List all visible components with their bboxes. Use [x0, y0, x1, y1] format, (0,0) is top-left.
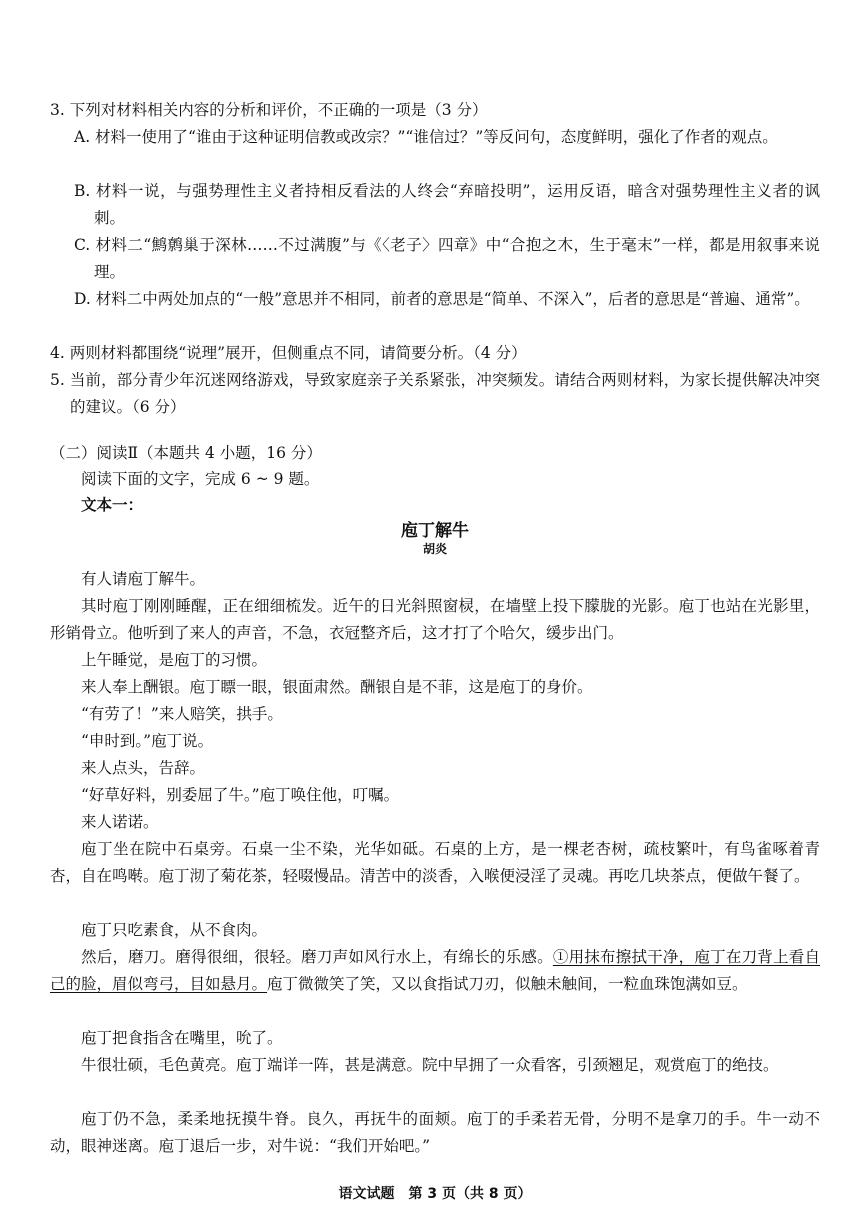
paragraph: “有劳了！”来人赔笑，拱手。: [81, 705, 283, 723]
question-3-option-a: A. 材料一使用了“谁由于这种证明信教或改宗？”“谁信过？”等反问句，态度鲜明，强化了作者的观点。: [74, 128, 778, 146]
question-3-option-d: D. 材料二中两处加点的“一般”意思并不相同，前者的意思是“简单、不深入”，后者的意思是“普遍、通常”。: [74, 290, 810, 308]
paragraph: 来人奉上酬银。庖丁瞟一眼，银面肃然。酬银自是不菲，这是庖丁的身价。: [81, 678, 593, 696]
question-3-option-c: C. 材料二“鹪鹩巢于深林……不过满腹”与《〈老子〉四章》中“合抱之木，生于毫末”一样，都是用叙事来说理。: [74, 236, 820, 281]
paragraph: “好草好料，别委屈了牛。”庖丁唤住他，叮嘱。: [81, 786, 400, 804]
paragraph: 庖丁仍不急，柔柔地抚摸牛脊。良久，再抚牛的面颊。庖丁的手柔若无骨，分明不是拿刀的手。牛一动不动，眼神迷离。庖丁退后一步，对牛说：“我们开始吧。”: [50, 1110, 820, 1155]
paragraph: 上午睡觉，是庖丁的习惯。: [81, 651, 268, 669]
paragraph-text: 然后，磨刀。磨得很细，很轻。磨刀声如风行水上，有绵长的乐感。: [81, 948, 553, 966]
question-4: 4. 两则材料都围绕“说理”展开，但侧重点不同，请简要分析。（4 分）: [50, 344, 527, 362]
story-author: 胡炎: [422, 542, 447, 556]
section-heading: （二）阅读Ⅱ（本题共 4 小题，16 分）: [50, 444, 322, 462]
paragraph: 庖丁把食指含在嘴里，吮了。: [81, 1029, 283, 1047]
paragraph: 庖丁坐在院中石桌旁。石桌一尘不染，光华如砥。石桌的上方，是一棵老杏树，疏枝繁叶，有鸟雀啄着青杏，自在鸣啭。庖丁沏了菊花茶，轻啜慢品。清苦中的淡香，入喉便浸淫了灵魂。再吃几块茶点，便做午餐了。: [50, 840, 820, 885]
page-footer: 语文试题 第 3 页（共 8 页）: [338, 1186, 532, 1202]
paragraph: [50, 944, 820, 998]
section-instruction: 阅读下面的文字，完成 6 ~ 9 题。: [81, 470, 320, 488]
paragraph: 有人请庖丁解牛。: [81, 570, 206, 588]
story-title: 庖丁解牛: [401, 521, 469, 541]
paragraph: 其时庖丁刚刚睡醒，正在细细梳发。近午的日光斜照窗棂，在墙壁上投下朦胧的光影。庖丁也站在光影里，形销骨立。他听到了来人的声音，不急，衣冠整齐后，这才打了个哈欠，缓步出门。: [50, 597, 820, 642]
paragraph: 庖丁只吃素食，从不食肉。: [81, 921, 268, 939]
paragraph: 来人诺诺。: [81, 813, 159, 831]
paragraph: “申时到。”庖丁说。: [81, 732, 214, 750]
paragraph: 来人点头，告辞。: [81, 759, 206, 777]
paragraph-text: 庖丁微微笑了笑，又以食指试刀刃，似触未触间，一粒血珠饱满如豆。: [267, 975, 748, 993]
question-3-stem: 3. 下列对材料相关内容的分析和评价，不正确的一项是（3 分）: [50, 101, 488, 119]
text-one-label: 文本一：: [81, 495, 144, 514]
underlined-sentence-1: ①用抹布擦拭干净，庖丁在刀背上看自己的脸，眉似弯弓，目如悬月。: [50, 948, 820, 993]
paragraph: 牛很壮硕，毛色黄亮。庖丁端详一阵，甚是满意。院中早拥了一众看客，引颈翘足，观赏庖丁的绝技。: [81, 1056, 779, 1074]
question-5: 5. 当前，部分青少年沉迷网络游戏，导致家庭亲子关系紧张，冲突频发。请结合两则材料，为家长提供解决冲突的建议。（6 分）: [50, 371, 820, 416]
question-3-option-b: B. 材料一说，与强势理性主义者持相反看法的人终会“弃暗投明”，运用反语，暗含对强势理性主义者的讽刺。: [74, 182, 820, 227]
